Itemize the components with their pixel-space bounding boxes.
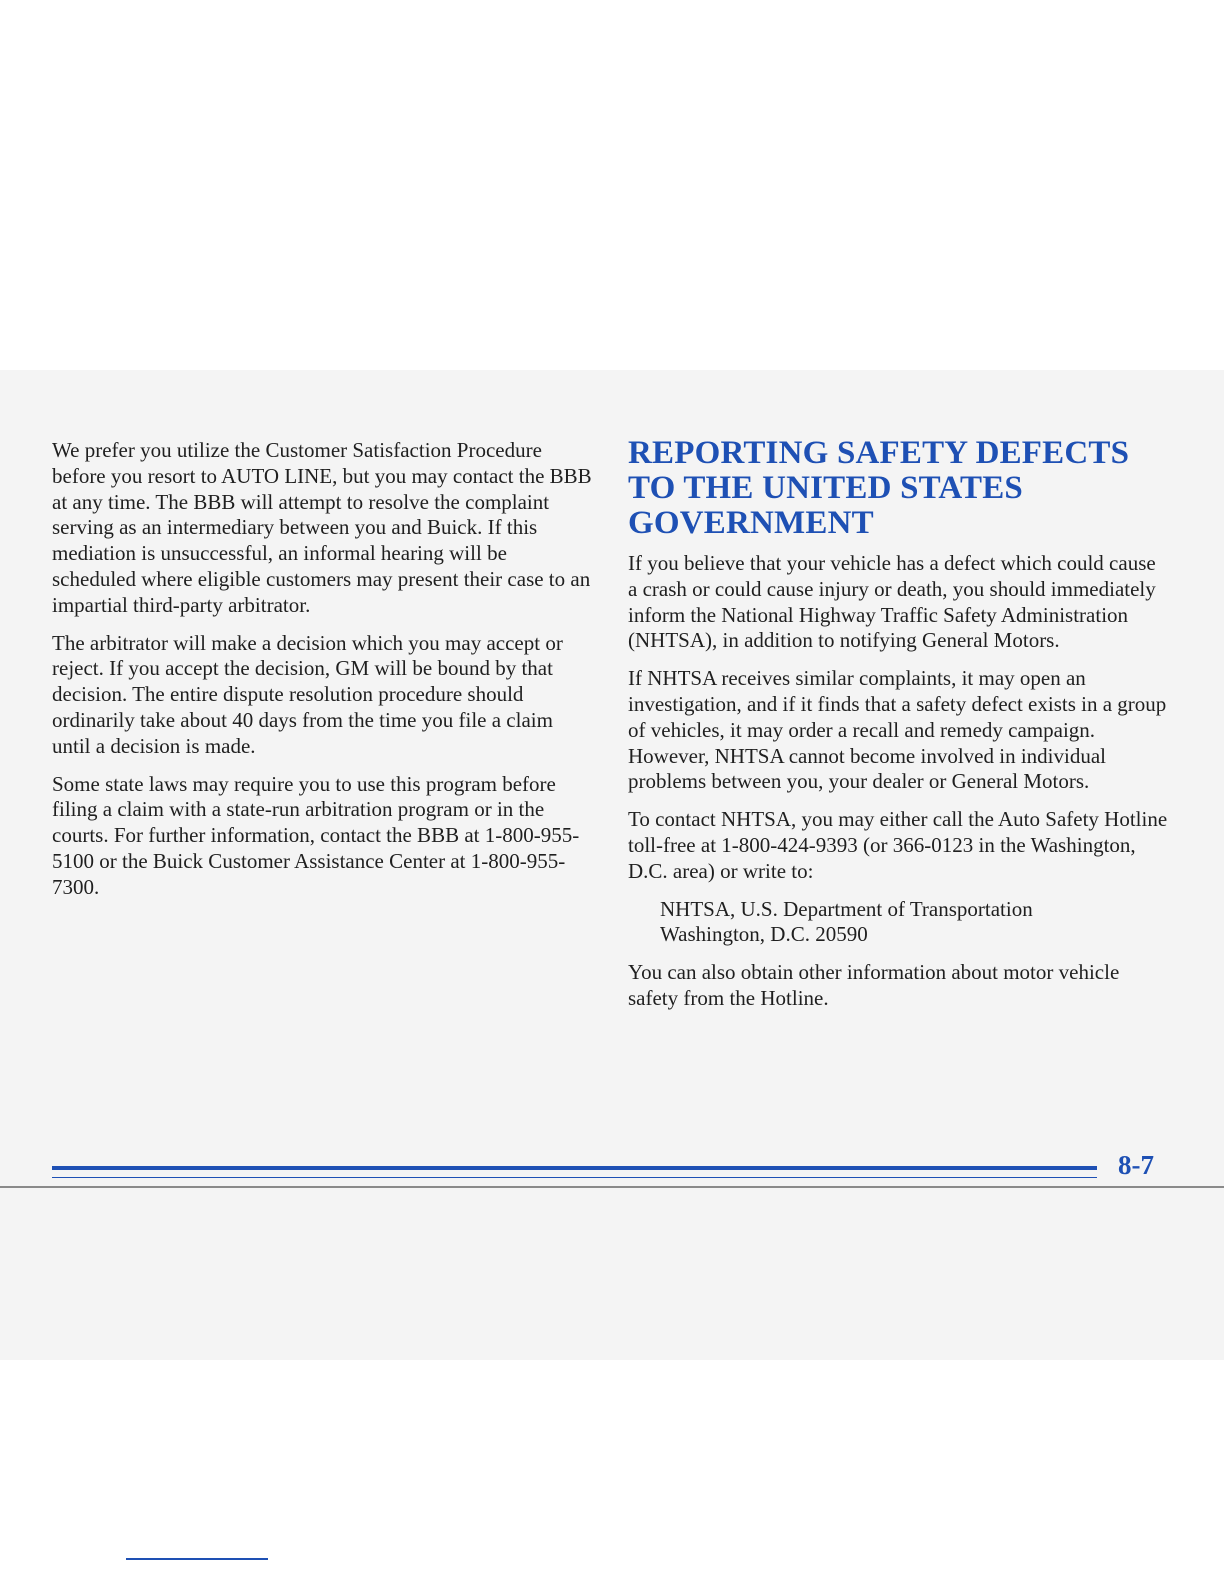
section-heading: REPORTING SAFETY DEFECTS TO THE UNITED STATES GOVERNMENT	[628, 435, 1130, 541]
footer-rule-thin	[52, 1177, 1097, 1178]
paragraph-contact-nhtsa: To contact NHTSA, you may either call the Auto Safety Hotline toll-free at 1-800-424-9393 (or 366-0123 in the Washington, D.C. area) or write to:	[628, 807, 1168, 883]
paragraph-hotline-info: You can also obtain other information about motor vehicle safety from the Hotline.	[628, 960, 1120, 1010]
page-number: 8-7	[1118, 1150, 1154, 1180]
address-line-2: Washington, D.C. 20590	[660, 922, 868, 947]
left-column	[52, 438, 592, 913]
paragraph-customer-satisfaction: We prefer you utilize the Customer Satisfaction Procedure before you resort to AUTO LINE, but you may contact the BBB at any time. The BBB will attempt to resolve the complaint serving as an intermediary between you and Buick. If this mediation is unsuccessful, an informal hearing will be scheduled where eligible customers may present their case to an impartial third-party arbitrator.	[52, 438, 592, 617]
right-column	[628, 436, 1168, 1024]
decorative-underline	[126, 1558, 268, 1560]
paragraph-state-laws: Some state laws may require you to use this program before filing a claim with a state-run arbitration program or in the courts. For further information, contact the BBB at 1-800-955-5100 or the Buick Customer Assistance Center at 1-800-955-7300.	[52, 771, 580, 899]
paragraph-arbitrator-decision: The arbitrator will make a decision which you may accept or reject. If you accept the decision, GM will be bound by that decision. The entire dispute resolution procedure should ordinarily take about 40 days from the time you file a claim until a decision is made.	[52, 630, 563, 758]
address-line-1: NHTSA, U.S. Department of Transportation	[660, 896, 1033, 921]
mailing-address	[660, 897, 1168, 949]
paragraph-nhtsa-complaints: If NHTSA receives similar complaints, it may open an investigation, and if it finds that a safety defect exists in a group of vehicles, it may order a recall and remedy campaign. However, NHTSA cannot become involved in individual problems between you, your dealer or General Motors.	[628, 666, 1167, 794]
paragraph-believe-defect: If you believe that your vehicle has a defect which could cause a crash or could cause injury or death, you should immediately inform the National Highway Traffic Safety Administration (NHTSA), in addition to notifying General Motors.	[628, 551, 1156, 653]
footer-rule-thick	[52, 1166, 1097, 1170]
page-bottom-edge	[0, 1186, 1224, 1188]
